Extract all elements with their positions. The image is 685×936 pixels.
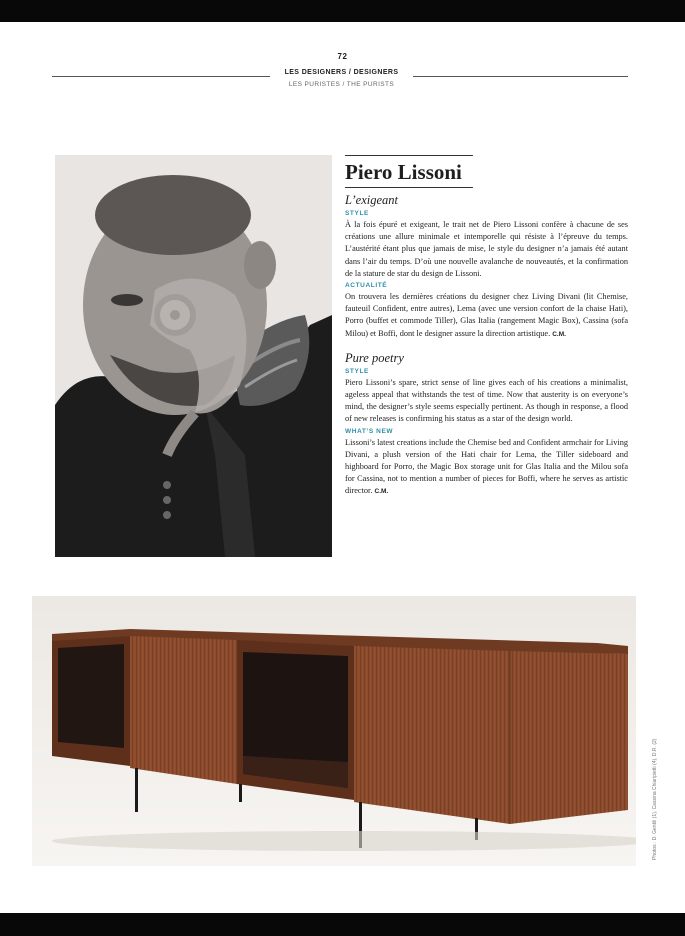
- designer-portrait: [55, 155, 332, 557]
- bottom-black-bar: [0, 913, 685, 936]
- header-rule-right: [413, 76, 628, 77]
- english-style-paragraph: Piero Lissoni’s spare, strict sense of line gives each of his creations a minimalist, ageless appeal that withstands the test of time. Now that austerity is on everyone’s mind, the designer’s style seems especially pertinent. As though in response, a flood of new releases is confirming his status as a star of the design world.: [345, 377, 628, 424]
- english-subtitle: Pure poetry: [345, 350, 404, 365]
- designer-name: Piero Lissoni: [345, 160, 462, 184]
- french-signature: C.M.: [552, 330, 566, 338]
- english-signature: C.M.: [374, 488, 389, 496]
- french-style-label: STYLE: [345, 210, 369, 217]
- article-text: [345, 155, 628, 500]
- header-rule-left: [52, 76, 270, 77]
- french-subtitle: L’exigeant: [345, 193, 398, 207]
- sideboard-photo: [32, 596, 636, 866]
- subsection-title: LES PURISTES / THE PURISTS: [288, 81, 395, 88]
- photo-credit: Photos : D. Gentili (1), Cassina Chiaripietti (4), D.R. (2): [652, 738, 658, 860]
- french-news-paragraph: [345, 291, 628, 341]
- name-rule-top: [345, 155, 473, 156]
- english-news-label: WHAT’S NEW: [345, 427, 394, 435]
- french-style-paragraph: À la fois épuré et exigeant, le trait net de Piero Lissoni confère à chacune de ses créations une allure minimale et intemporelle qui résiste à l’épreuve du temps. L’austérité étant plus que jamais de mise, le style du designer n’a jamais été autant dans l’air du temps. D’où une nouvelle avalanche de nouveautés, et la confirmation de la stature de star du design de Lissoni.: [345, 220, 628, 278]
- section-title: LES DESIGNERS / DESIGNERS: [284, 69, 399, 76]
- french-news-text: On trouvera les dernières créations du designer chez Living Divani (lit Chemise, fauteuil Confident, entre autres), Lema (avec une version confort de la chaise Hati), Porro (buffet et commode Tiller), Glas Italia (rangement Magic Box), Cassina (sofa Milou) et Boffi, dont le designer assure la direction artistique.: [345, 292, 628, 338]
- english-news-paragraph: [345, 437, 628, 499]
- page-number: 72: [337, 52, 348, 61]
- name-rule-bottom: [345, 187, 473, 188]
- english-news-text: Lissoni’s latest creations include the Chemise bed and Confident armchair for Living Divani, a plush version of the Hati chair for Lema, the Tiller sideboard and highboard for Porro, the Magic Box storage unit for Glas Italia and the Milou sofa for Cassina, not to mention a number of pieces for Boffi, where he serves as artistic director.: [345, 437, 628, 496]
- english-style-label: STYLE: [345, 367, 369, 375]
- french-news-label: ACTUALITÉ: [345, 282, 388, 290]
- top-black-bar: [0, 0, 685, 22]
